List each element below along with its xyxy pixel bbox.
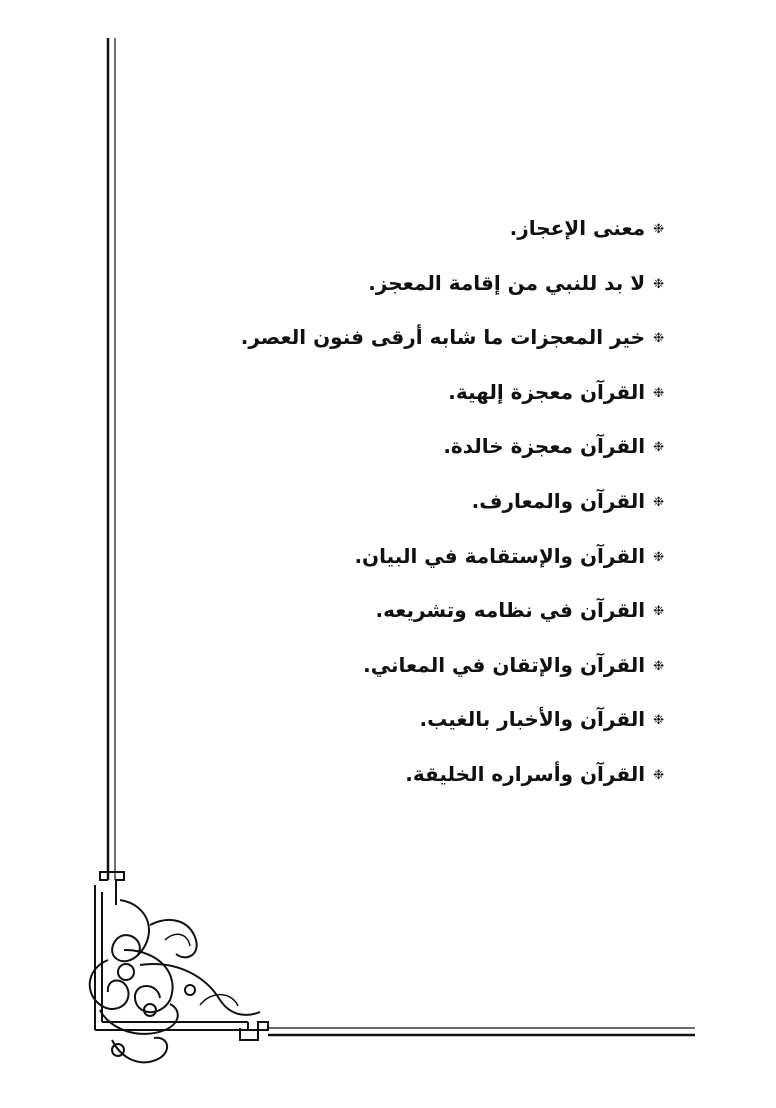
bullet-icon: ❉ [653,549,664,565]
bullet-icon: ❉ [653,713,664,729]
topic-text: القرآن معجزة إلهية. [448,379,646,404]
bullet-icon: ❉ [653,385,664,401]
topics-list [240,205,664,806]
topic-text: القرآن والإستقامة في البيان. [354,543,646,568]
topic-text: القرآن والأخبار بالغيب. [419,707,646,732]
list-item [244,478,664,533]
topic-text: لا بد للنبي من إقامة المعجز. [368,270,646,295]
list-item [244,369,664,424]
topic-text: خير المعجزات ما شابه أرقى فنون العصر. [240,325,646,350]
topic-text: القرآن وأسراره الخليقة. [405,761,646,786]
list-item [244,533,664,588]
topic-text: القرآن والإتقان في المعاني. [363,652,646,677]
bullet-icon: ❉ [653,767,664,783]
topic-text: القرآن معجزة خالدة. [443,434,646,459]
corner-ornament-icon [90,872,268,1062]
list-item [244,751,664,806]
topic-text: القرآن في نظامه وتشريعه. [375,598,646,623]
bullet-icon: ❉ [653,604,664,620]
topic-text: معنى الإعجاز. [509,216,646,240]
topic-text: القرآن والمعارف. [471,488,646,513]
list-item [244,260,664,315]
list-item [244,642,664,697]
bullet-icon: ❉ [653,440,664,456]
list-item [244,587,664,642]
bullet-icon: ❉ [653,331,664,347]
bullet-icon: ❉ [653,222,664,237]
list-item [244,696,664,751]
list-item [244,423,664,478]
bullet-icon: ❉ [653,494,664,510]
list-item [240,314,664,369]
bullet-icon: ❉ [653,276,664,292]
bullet-icon: ❉ [653,658,664,674]
list-item [244,205,664,260]
